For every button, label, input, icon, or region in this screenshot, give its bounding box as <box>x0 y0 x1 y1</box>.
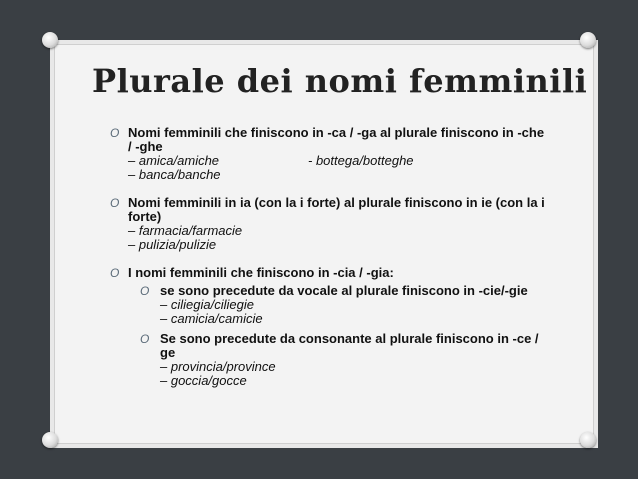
sub-bullet-item <box>140 332 550 388</box>
bullet-heading: I nomi femminili che finiscono in -cia / -gia: <box>128 265 394 280</box>
pin-icon <box>42 32 58 48</box>
bullet-heading: Nomi femminili che finiscono in -ca / -ga al plurale finiscono in -che / -ghe <box>128 125 545 154</box>
bullet-marker-icon: O <box>140 332 150 346</box>
bullet-item <box>110 196 550 252</box>
sub-bullet-heading: Se sono precedute da consonante al plurale finiscono in -ce / ge <box>160 331 539 360</box>
bullet-marker-icon: O <box>110 126 120 140</box>
pin-icon <box>580 432 596 448</box>
pin-icon <box>42 432 58 448</box>
slide-content <box>110 126 550 402</box>
pin-icon <box>580 32 596 48</box>
sub-bullet-item <box>140 284 550 326</box>
example: – ciliegia/ciliegie <box>160 297 254 312</box>
bullet-marker-icon: O <box>140 284 150 298</box>
example: – goccia/gocce <box>160 373 247 388</box>
example: – banca/banche <box>128 167 221 182</box>
example: – amica/amiche <box>128 153 220 168</box>
example: - bottega/botteghe <box>308 153 414 168</box>
slide-title: Plurale dei nomi femminili <box>92 62 588 100</box>
sub-bullet-heading: se sono precedute da vocale al plurale finiscono in -cie/-gie <box>160 283 528 298</box>
example: – farmacia/farmacie <box>128 223 243 238</box>
example: – provincia/province <box>160 359 276 374</box>
bullet-heading: Nomi femminili in ia (con la i forte) al plurale finiscono in ie (con la i forte) <box>128 195 545 224</box>
example-row <box>128 154 550 168</box>
example: – camicia/camicie <box>160 311 263 326</box>
bullet-marker-icon: O <box>110 196 120 210</box>
example: – pulizia/pulizie <box>128 237 217 252</box>
bullet-item <box>110 126 550 182</box>
bullet-item <box>110 266 550 388</box>
bullet-marker-icon: O <box>110 266 120 280</box>
